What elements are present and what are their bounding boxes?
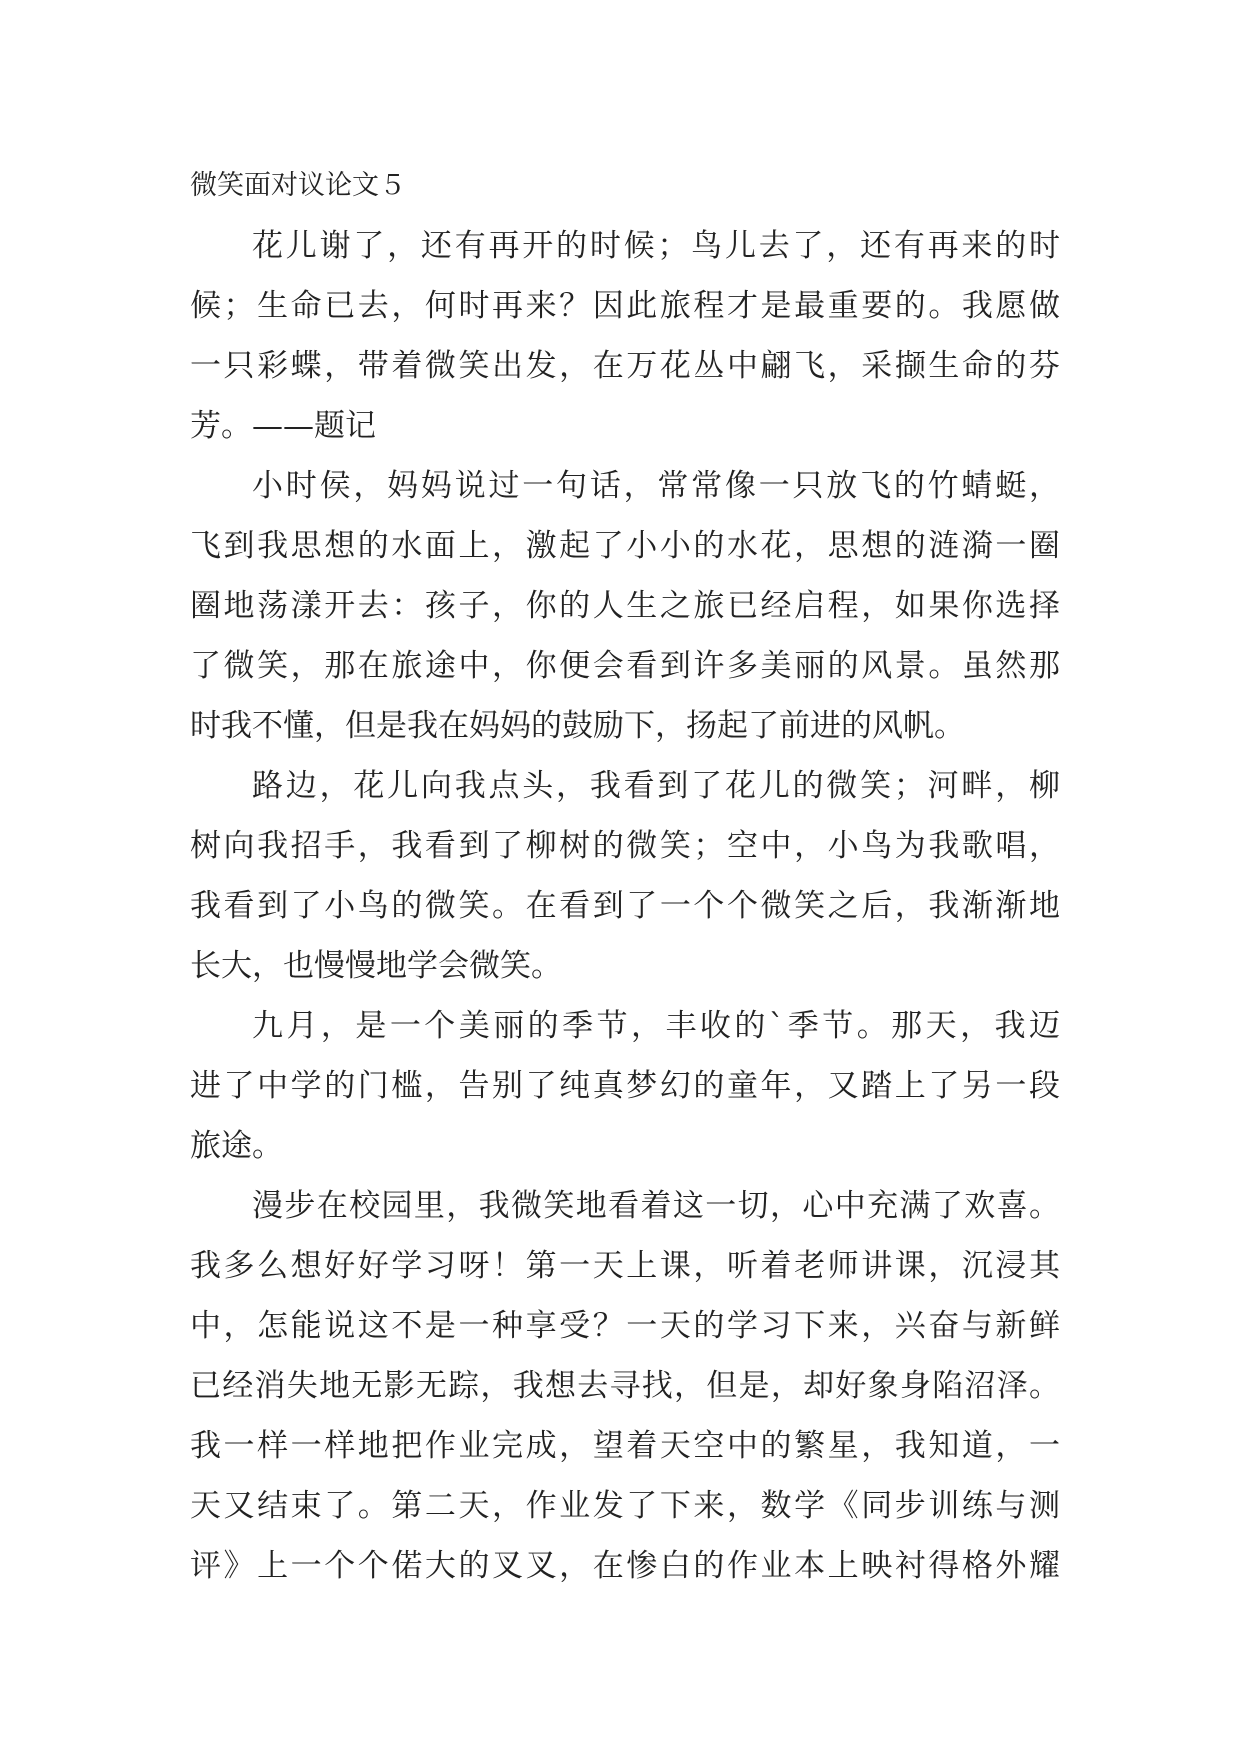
paragraph-line: 中，怎能说这不是一种享受？一天的学习下来，兴奋与新鲜 [190, 1308, 1060, 1344]
paragraph-line: 我多么想好好学习呀！第一天上课，听着老师讲课，沉浸其 [190, 1248, 1060, 1284]
paragraph-line: 漫步在校园里，我微笑地看着这一切，心中充满了欢喜。 [252, 1188, 1060, 1224]
paragraph-line: 路边，花儿向我点头，我看到了花儿的微笑；河畔，柳 [252, 768, 1060, 804]
paragraph-line: 飞到我思想的水面上，激起了小小的水花，思想的涟漪一圈 [190, 528, 1060, 564]
paragraph-line: 长大，也慢慢地学会微笑。 [190, 948, 562, 984]
paragraph-line: 旅途。 [190, 1128, 283, 1164]
paragraph-line: 时我不懂，但是我在妈妈的鼓励下，扬起了前进的风帆。 [190, 708, 965, 744]
document-page [190, 156, 1060, 1596]
paragraph-line: 一只彩蝶，带着微笑出发，在万花丛中翩飞，采撷生命的芬 [190, 348, 1060, 384]
paragraph-line: 评》上一个个偌大的叉叉，在惨白的作业本上映衬得格外耀 [190, 1548, 1060, 1584]
paragraph-line: 九月，是一个美丽的季节，丰收的`季节。那天，我迈 [252, 1008, 1060, 1044]
paragraph-line: 树向我招手，我看到了柳树的微笑；空中，小鸟为我歌唱， [190, 828, 1060, 864]
paragraph-line: 天又结束了。第二天，作业发了下来，数学《同步训练与测 [190, 1488, 1060, 1524]
paragraph-line: 圈地荡漾开去：孩子，你的人生之旅已经启程，如果你选择 [190, 588, 1060, 624]
paragraph-childhood [190, 456, 1060, 756]
paragraph-line: 我一样一样地把作业完成，望着天空中的繁星，我知道，一 [190, 1428, 1060, 1464]
paragraph-line: 芳。——题记 [190, 408, 376, 444]
paragraph-line: 已经消失地无影无踪，我想去寻找，但是，却好象身陷沼泽。 [190, 1368, 1060, 1404]
paragraph-epigraph [190, 216, 1060, 456]
paragraph-roadside [190, 756, 1060, 996]
paragraph-line: 花儿谢了，还有再开的时候；鸟儿去了，还有再来的时 [252, 228, 1060, 264]
paragraph-september [190, 996, 1060, 1176]
paragraph-line: 候；生命已去，何时再来？因此旅程才是最重要的。我愿做 [190, 288, 1060, 324]
paragraph-campus [190, 1176, 1060, 1596]
document-title: 微笑面对议论文５ [190, 170, 406, 201]
paragraph-line: 进了中学的门槛，告别了纯真梦幻的童年，又踏上了另一段 [190, 1068, 1060, 1104]
paragraph-line: 小时侯，妈妈说过一句话，常常像一只放飞的竹蜻蜓， [252, 468, 1060, 504]
paragraph-line: 了微笑，那在旅途中，你便会看到许多美丽的风景。虽然那 [190, 648, 1060, 684]
paragraph-line: 我看到了小鸟的微笑。在看到了一个个微笑之后，我渐渐地 [190, 888, 1060, 924]
